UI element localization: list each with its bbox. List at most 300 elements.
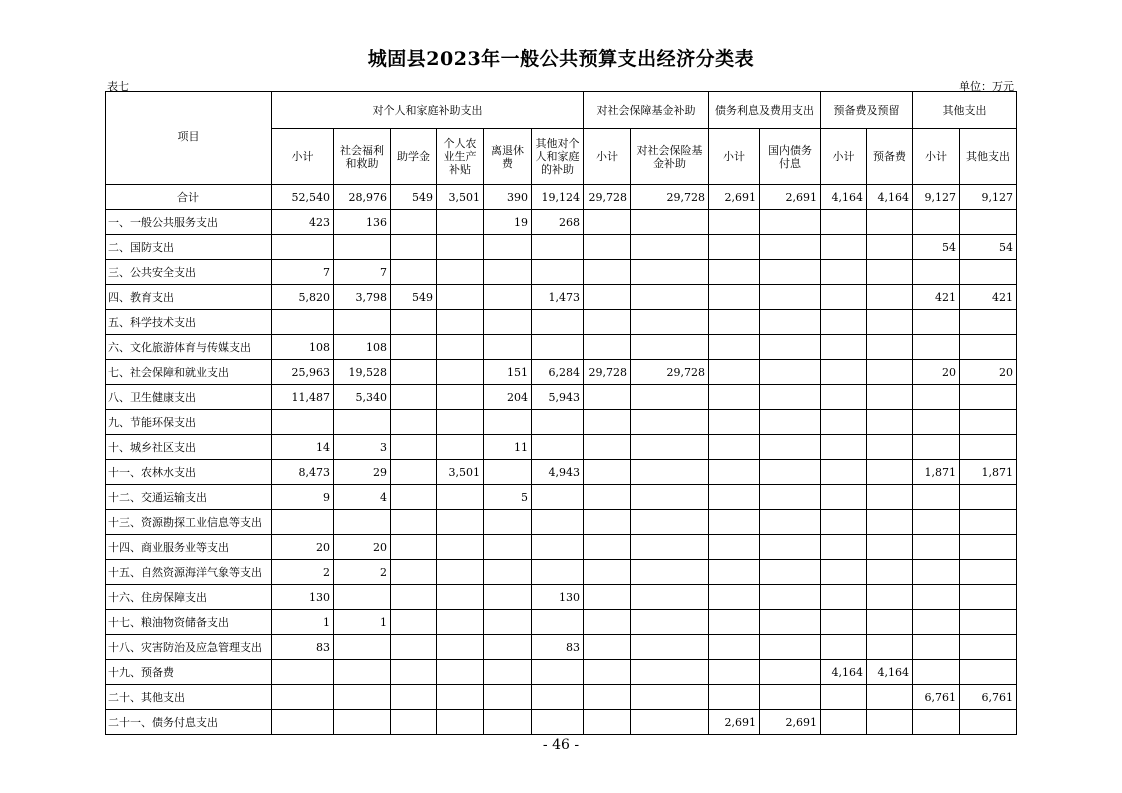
table-cell xyxy=(631,210,709,235)
column-header: 小计 xyxy=(709,129,760,185)
table-cell xyxy=(437,610,484,635)
column-header: 对社会保险基金补助 xyxy=(631,129,709,185)
table-cell: 4 xyxy=(334,485,391,510)
table-cell xyxy=(867,335,913,360)
table-cell: 2,691 xyxy=(760,185,821,210)
table-cell xyxy=(821,610,867,635)
table-cell xyxy=(760,560,821,585)
table-cell xyxy=(631,585,709,610)
table-cell xyxy=(760,535,821,560)
table-cell xyxy=(391,710,437,735)
table-cell xyxy=(584,660,631,685)
table-cell xyxy=(867,585,913,610)
table-cell xyxy=(391,235,437,260)
table-cell: 11 xyxy=(484,435,532,460)
table-cell xyxy=(631,560,709,585)
table-cell xyxy=(584,260,631,285)
table-cell xyxy=(760,410,821,435)
table-cell xyxy=(709,435,760,460)
table-cell xyxy=(960,435,1017,460)
table-cell xyxy=(867,485,913,510)
table-cell xyxy=(821,585,867,610)
table-cell xyxy=(391,610,437,635)
table-cell: 83 xyxy=(272,635,334,660)
table-cell xyxy=(760,685,821,710)
column-header: 预备费 xyxy=(867,129,913,185)
row-label: 十九、预备费 xyxy=(106,660,272,685)
row-label: 二十、其他支出 xyxy=(106,685,272,710)
table-cell xyxy=(631,610,709,635)
table-cell xyxy=(760,510,821,535)
table-cell xyxy=(437,210,484,235)
table-cell: 2,691 xyxy=(709,185,760,210)
table-cell xyxy=(760,260,821,285)
table-cell: 5,820 xyxy=(272,285,334,310)
table-row xyxy=(106,260,1017,285)
table-cell xyxy=(821,335,867,360)
table-cell xyxy=(584,310,631,335)
table-row xyxy=(106,485,1017,510)
table-cell: 29,728 xyxy=(584,360,631,385)
table-row xyxy=(106,710,1017,735)
table-cell: 3,501 xyxy=(437,185,484,210)
table-cell xyxy=(584,460,631,485)
table-row xyxy=(106,210,1017,235)
table-cell xyxy=(484,285,532,310)
table-cell xyxy=(867,685,913,710)
table-cell xyxy=(960,660,1017,685)
table-cell: 421 xyxy=(960,285,1017,310)
table-cell: 4,164 xyxy=(821,185,867,210)
row-label: 一、一般公共服务支出 xyxy=(106,210,272,235)
table-cell xyxy=(867,635,913,660)
table-cell xyxy=(821,485,867,510)
row-label: 三、公共安全支出 xyxy=(106,260,272,285)
table-cell xyxy=(821,635,867,660)
table-row xyxy=(106,535,1017,560)
table-cell xyxy=(334,685,391,710)
table-cell: 6,761 xyxy=(960,685,1017,710)
row-label: 二十一、债务付息支出 xyxy=(106,710,272,735)
table-cell xyxy=(584,285,631,310)
table-cell xyxy=(532,510,584,535)
table-cell xyxy=(760,585,821,610)
table-cell xyxy=(631,260,709,285)
table-cell: 1 xyxy=(272,610,334,635)
table-row xyxy=(106,285,1017,310)
table-cell xyxy=(391,410,437,435)
table-cell xyxy=(960,210,1017,235)
table-cell xyxy=(484,535,532,560)
table-cell xyxy=(913,335,960,360)
table-cell xyxy=(867,310,913,335)
table-cell xyxy=(334,710,391,735)
table-cell xyxy=(913,260,960,285)
table-cell xyxy=(391,635,437,660)
table-cell xyxy=(391,660,437,685)
table-cell xyxy=(584,610,631,635)
total-row xyxy=(106,185,1017,210)
table-cell: 4,164 xyxy=(867,660,913,685)
table-cell xyxy=(821,260,867,285)
table-cell xyxy=(437,635,484,660)
table-cell xyxy=(584,235,631,260)
table-row xyxy=(106,385,1017,410)
table-cell xyxy=(437,510,484,535)
table-cell xyxy=(821,560,867,585)
table-cell xyxy=(709,485,760,510)
table-cell: 29,728 xyxy=(584,185,631,210)
table-cell: 5,340 xyxy=(334,385,391,410)
table-cell xyxy=(867,460,913,485)
table-cell xyxy=(584,585,631,610)
table-cell xyxy=(532,310,584,335)
table-row xyxy=(106,360,1017,385)
table-cell xyxy=(960,260,1017,285)
table-cell: 9,127 xyxy=(913,185,960,210)
table-row xyxy=(106,560,1017,585)
expenditure-table xyxy=(105,91,1017,735)
table-cell xyxy=(437,710,484,735)
table-cell xyxy=(960,635,1017,660)
table-cell xyxy=(631,635,709,660)
table-cell: 1,473 xyxy=(532,285,584,310)
table-cell: 52,540 xyxy=(272,185,334,210)
table-cell xyxy=(913,435,960,460)
row-label: 十五、自然资源海洋气象等支出 xyxy=(106,560,272,585)
row-label: 十一、农林水支出 xyxy=(106,460,272,485)
table-cell xyxy=(760,610,821,635)
table-cell xyxy=(631,335,709,360)
table-cell xyxy=(484,610,532,635)
table-cell xyxy=(334,585,391,610)
table-cell xyxy=(584,560,631,585)
table-cell xyxy=(437,410,484,435)
table-cell xyxy=(272,710,334,735)
table-cell xyxy=(867,410,913,435)
table-cell xyxy=(867,260,913,285)
table-cell: 29,728 xyxy=(631,185,709,210)
table-row xyxy=(106,585,1017,610)
table-cell xyxy=(532,410,584,435)
table-cell xyxy=(960,710,1017,735)
table-cell xyxy=(631,510,709,535)
table-cell: 5 xyxy=(484,485,532,510)
table-cell xyxy=(437,585,484,610)
table-cell xyxy=(391,260,437,285)
table-cell xyxy=(960,335,1017,360)
table-cell xyxy=(760,310,821,335)
table-cell: 28,976 xyxy=(334,185,391,210)
table-cell xyxy=(709,585,760,610)
table-cell xyxy=(760,385,821,410)
table-cell xyxy=(867,235,913,260)
table-cell xyxy=(391,460,437,485)
table-cell: 7 xyxy=(272,260,334,285)
table-cell xyxy=(584,435,631,460)
table-cell xyxy=(821,460,867,485)
table-cell xyxy=(334,635,391,660)
table-cell xyxy=(960,485,1017,510)
table-cell xyxy=(631,310,709,335)
table-cell: 9,127 xyxy=(960,185,1017,210)
table-cell: 7 xyxy=(334,260,391,285)
table-cell xyxy=(584,410,631,435)
table-cell xyxy=(437,535,484,560)
table-cell: 136 xyxy=(334,210,391,235)
table-cell xyxy=(484,635,532,660)
column-header: 离退休费 xyxy=(484,129,532,185)
group-header-personal: 对个人和家庭补助支出 xyxy=(272,92,584,129)
table-cell xyxy=(709,285,760,310)
row-label: 十八、灾害防治及应急管理支出 xyxy=(106,635,272,660)
column-header: 助学金 xyxy=(391,129,437,185)
table-cell xyxy=(960,310,1017,335)
row-label: 十、城乡社区支出 xyxy=(106,435,272,460)
table-cell: 1 xyxy=(334,610,391,635)
group-header-social: 对社会保障基金补助 xyxy=(584,92,709,129)
table-cell xyxy=(709,210,760,235)
table-cell xyxy=(960,410,1017,435)
column-header: 小计 xyxy=(584,129,631,185)
table-cell xyxy=(821,285,867,310)
table-cell xyxy=(631,710,709,735)
column-header: 国内债务付息 xyxy=(760,129,821,185)
table-cell xyxy=(821,210,867,235)
table-cell xyxy=(821,385,867,410)
column-header: 其他支出 xyxy=(960,129,1017,185)
table-cell xyxy=(391,510,437,535)
table-cell xyxy=(437,560,484,585)
table-cell xyxy=(709,460,760,485)
table-cell xyxy=(821,710,867,735)
table-row xyxy=(106,460,1017,485)
table-cell xyxy=(913,660,960,685)
row-label: 十七、粮油物资储备支出 xyxy=(106,610,272,635)
table-cell xyxy=(760,285,821,310)
table-cell: 29 xyxy=(334,460,391,485)
table-cell xyxy=(334,410,391,435)
table-cell xyxy=(532,485,584,510)
table-cell xyxy=(913,410,960,435)
table-cell xyxy=(821,410,867,435)
table-cell xyxy=(821,535,867,560)
page-number: - 46 - xyxy=(542,737,580,753)
table-cell xyxy=(709,610,760,635)
table-cell xyxy=(437,260,484,285)
table-cell xyxy=(709,685,760,710)
table-cell xyxy=(437,385,484,410)
table-cell: 204 xyxy=(484,385,532,410)
table-cell: 268 xyxy=(532,210,584,235)
table-cell xyxy=(631,435,709,460)
table-cell xyxy=(913,510,960,535)
table-cell xyxy=(709,335,760,360)
table-cell xyxy=(484,710,532,735)
table-cell xyxy=(913,710,960,735)
table-cell xyxy=(867,435,913,460)
table-cell: 20 xyxy=(960,360,1017,385)
table-cell xyxy=(532,660,584,685)
table-cell xyxy=(272,510,334,535)
table-cell: 11,487 xyxy=(272,385,334,410)
table-cell: 19,528 xyxy=(334,360,391,385)
table-cell xyxy=(960,510,1017,535)
table-cell: 6,284 xyxy=(532,360,584,385)
table-cell xyxy=(760,235,821,260)
table-cell xyxy=(272,235,334,260)
table-cell xyxy=(760,335,821,360)
column-header: 小计 xyxy=(821,129,867,185)
table-cell: 54 xyxy=(960,235,1017,260)
row-label: 十二、交通运输支出 xyxy=(106,485,272,510)
table-cell xyxy=(867,560,913,585)
table-cell xyxy=(760,360,821,385)
table-cell xyxy=(272,310,334,335)
table-cell: 549 xyxy=(391,185,437,210)
table-cell: 2,691 xyxy=(760,710,821,735)
table-cell xyxy=(584,385,631,410)
table-cell xyxy=(631,535,709,560)
table-cell xyxy=(867,710,913,735)
row-label: 十六、住房保障支出 xyxy=(106,585,272,610)
table-cell xyxy=(631,660,709,685)
table-cell xyxy=(584,210,631,235)
table-cell: 5,943 xyxy=(532,385,584,410)
table-cell xyxy=(709,535,760,560)
table-row xyxy=(106,610,1017,635)
table-number: 表七 xyxy=(107,80,129,93)
table-cell xyxy=(484,460,532,485)
row-label: 五、科学技术支出 xyxy=(106,310,272,335)
table-cell xyxy=(913,385,960,410)
row-label: 十四、商业服务业等支出 xyxy=(106,535,272,560)
table-cell xyxy=(584,635,631,660)
table-cell xyxy=(821,685,867,710)
table-cell: 8,473 xyxy=(272,460,334,485)
table-cell xyxy=(391,435,437,460)
table-cell xyxy=(867,210,913,235)
table-cell: 3 xyxy=(334,435,391,460)
row-label: 九、节能环保支出 xyxy=(106,410,272,435)
table-cell xyxy=(631,285,709,310)
table-cell: 1,871 xyxy=(960,460,1017,485)
table-cell xyxy=(391,385,437,410)
table-row xyxy=(106,410,1017,435)
table-cell xyxy=(584,535,631,560)
table-cell: 14 xyxy=(272,435,334,460)
table-cell: 25,963 xyxy=(272,360,334,385)
table-row xyxy=(106,635,1017,660)
row-label: 合计 xyxy=(106,185,272,210)
table-cell: 83 xyxy=(532,635,584,660)
table-cell xyxy=(532,710,584,735)
table-cell xyxy=(867,610,913,635)
column-header: 小计 xyxy=(272,129,334,185)
page-title: 城固县2023年一般公共预算支出经济分类表 xyxy=(367,48,755,70)
table-cell xyxy=(532,235,584,260)
table-cell xyxy=(584,485,631,510)
table-cell xyxy=(913,635,960,660)
table-cell xyxy=(709,260,760,285)
table-cell xyxy=(391,210,437,235)
table-cell: 151 xyxy=(484,360,532,385)
table-cell xyxy=(913,610,960,635)
table-cell: 3,501 xyxy=(437,460,484,485)
table-cell: 2 xyxy=(334,560,391,585)
table-cell xyxy=(913,485,960,510)
table-cell: 6,761 xyxy=(913,685,960,710)
table-cell xyxy=(867,285,913,310)
table-cell xyxy=(484,560,532,585)
table-cell xyxy=(272,660,334,685)
table-cell xyxy=(484,260,532,285)
table-cell xyxy=(709,360,760,385)
table-cell: 390 xyxy=(484,185,532,210)
table-cell: 4,164 xyxy=(821,660,867,685)
table-cell xyxy=(532,560,584,585)
row-label: 七、社会保障和就业支出 xyxy=(106,360,272,385)
table-cell xyxy=(867,360,913,385)
table-row xyxy=(106,310,1017,335)
table-cell: 20 xyxy=(913,360,960,385)
table-row xyxy=(106,235,1017,260)
unit-label: 单位：万元 xyxy=(959,80,1014,93)
table-cell xyxy=(532,535,584,560)
table-cell xyxy=(913,210,960,235)
table-cell xyxy=(484,510,532,535)
table-cell: 108 xyxy=(272,335,334,360)
table-cell xyxy=(532,610,584,635)
table-row xyxy=(106,685,1017,710)
row-label: 六、文化旅游体育与传媒支出 xyxy=(106,335,272,360)
table-cell xyxy=(484,685,532,710)
table-cell xyxy=(437,660,484,685)
table-cell xyxy=(334,660,391,685)
table-cell xyxy=(437,235,484,260)
table-cell xyxy=(532,685,584,710)
table-cell xyxy=(584,335,631,360)
table-cell: 108 xyxy=(334,335,391,360)
column-header: 小计 xyxy=(913,129,960,185)
table-cell xyxy=(867,385,913,410)
table-cell xyxy=(391,685,437,710)
table-cell: 19 xyxy=(484,210,532,235)
table-cell: 20 xyxy=(272,535,334,560)
table-cell xyxy=(437,310,484,335)
table-cell xyxy=(391,310,437,335)
table-cell xyxy=(913,560,960,585)
table-cell xyxy=(709,410,760,435)
table-cell xyxy=(484,585,532,610)
group-header-other: 其他支出 xyxy=(913,92,1017,129)
table-cell xyxy=(913,310,960,335)
table-cell xyxy=(484,235,532,260)
table-cell xyxy=(631,385,709,410)
table-cell xyxy=(960,560,1017,585)
column-header: 个人农业生产补贴 xyxy=(437,129,484,185)
table-cell xyxy=(709,635,760,660)
table-cell xyxy=(760,460,821,485)
table-row xyxy=(106,435,1017,460)
table-cell xyxy=(760,635,821,660)
table-cell xyxy=(334,510,391,535)
table-cell xyxy=(631,235,709,260)
table-cell xyxy=(334,310,391,335)
table-row xyxy=(106,660,1017,685)
table-cell xyxy=(484,410,532,435)
table-row xyxy=(106,510,1017,535)
